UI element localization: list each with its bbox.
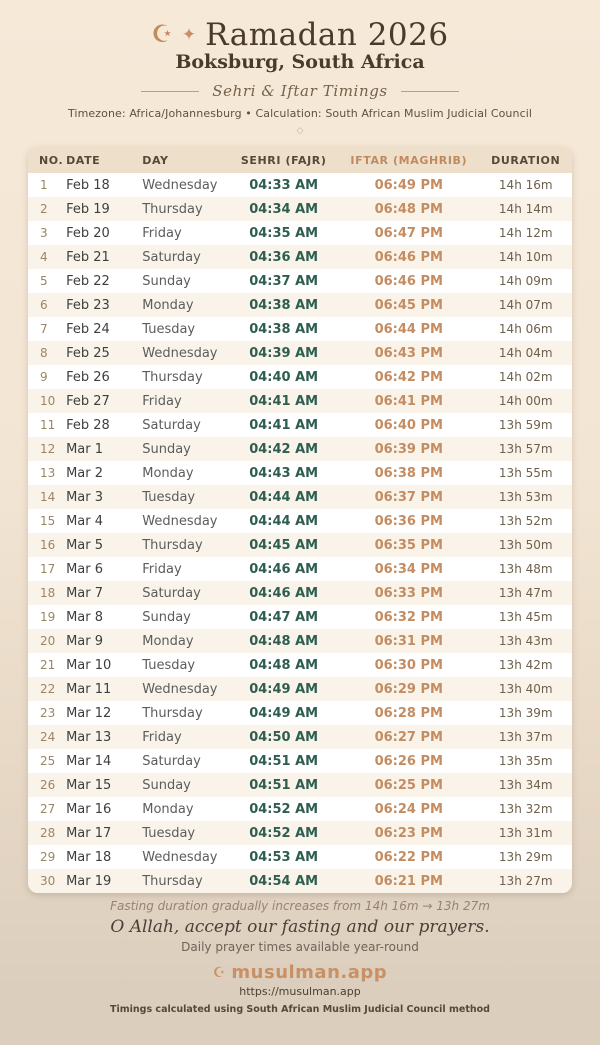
row-day: Monday — [142, 629, 229, 653]
row-number: 8 — [28, 341, 66, 365]
row-number: 24 — [28, 725, 66, 749]
row-day: Wednesday — [142, 677, 229, 701]
row-date: Mar 9 — [66, 629, 142, 653]
table-row — [28, 701, 572, 725]
timings-table — [28, 147, 572, 893]
row-iftar-time: 06:26 PM — [374, 753, 443, 769]
row-date: Feb 27 — [66, 389, 142, 413]
row-iftar-time: 06:24 PM — [374, 801, 443, 817]
row-duration: 13h 42m — [498, 658, 553, 672]
row-day: Tuesday — [142, 821, 229, 845]
row-duration: 13h 32m — [498, 802, 553, 816]
row-number: 17 — [40, 562, 56, 576]
row-sehri-time: 04:37 AM — [249, 273, 319, 289]
subtitle-row — [0, 82, 600, 100]
row-sehri-time: 04:48 AM — [229, 629, 338, 653]
row-iftar-time: 06:29 PM — [338, 677, 479, 701]
row-number: 2 — [28, 197, 66, 221]
row-date: Feb 20 — [66, 225, 110, 241]
row-iftar-time: 06:27 PM — [338, 725, 479, 749]
row-duration: 13h 50m — [480, 533, 573, 557]
row-day: Thursday — [142, 369, 203, 385]
row-duration: 13h 48m — [498, 562, 553, 576]
table-row — [28, 293, 572, 317]
row-sehri-time: 04:50 AM — [229, 725, 338, 749]
table-row — [28, 173, 572, 197]
row-sehri-time: 04:41 AM — [249, 417, 319, 433]
row-iftar-time: 06:47 PM — [374, 225, 443, 241]
left-rule-divider — [141, 91, 199, 92]
row-sehri-time: 04:53 AM — [249, 849, 319, 865]
row-date: Feb 26 — [66, 369, 110, 385]
title-row — [0, 18, 600, 52]
right-rule-divider — [401, 91, 459, 92]
row-day: Friday — [142, 389, 229, 413]
row-duration: 14h 16m — [498, 178, 553, 192]
column-header-duration: DURATION — [480, 147, 573, 173]
timings-card — [28, 147, 572, 893]
row-iftar-time: 06:22 PM — [374, 849, 443, 865]
row-duration: 13h 27m — [480, 869, 573, 893]
column-header-day: DAY — [142, 147, 229, 173]
row-day: Thursday — [142, 197, 229, 221]
row-date: Mar 5 — [66, 533, 142, 557]
duration-trend-note: Fasting duration gradually increases from 14h 16m → 13h 27m — [110, 899, 490, 913]
row-number: 10 — [28, 389, 66, 413]
table-row — [28, 557, 572, 581]
row-sehri-time: 04:36 AM — [229, 245, 338, 269]
row-sehri-time: 04:46 AM — [249, 561, 319, 577]
row-iftar-time: 06:46 PM — [374, 273, 443, 289]
row-day: Friday — [142, 561, 182, 577]
row-duration: 14h 12m — [498, 226, 553, 240]
row-day: Thursday — [142, 705, 203, 721]
row-sehri-time: 04:44 AM — [229, 485, 338, 509]
row-sehri-time: 04:33 AM — [249, 177, 319, 193]
subtitle-text: Sehri & Iftar Timings — [212, 82, 388, 100]
row-sehri-time: 04:49 AM — [229, 677, 338, 701]
table-row — [28, 845, 572, 869]
row-day: Saturday — [142, 753, 201, 769]
row-iftar-time: 06:40 PM — [374, 417, 443, 433]
row-day: Sunday — [142, 609, 191, 625]
row-duration: 14h 06m — [498, 322, 553, 336]
row-iftar-time: 06:38 PM — [374, 465, 443, 481]
row-sehri-time: 04:46 AM — [229, 581, 338, 605]
row-iftar-time: 06:31 PM — [338, 629, 479, 653]
row-number: 27 — [40, 802, 56, 816]
row-number: 14 — [28, 485, 66, 509]
row-date: Feb 21 — [66, 245, 142, 269]
row-sehri-time: 04:49 AM — [249, 705, 319, 721]
row-iftar-time: 06:28 PM — [374, 705, 443, 721]
row-date: Mar 19 — [66, 869, 142, 893]
row-sehri-time: 04:45 AM — [229, 533, 338, 557]
table-row — [28, 197, 572, 221]
table-row — [28, 341, 572, 365]
table-row — [28, 437, 572, 461]
row-iftar-time: 06:41 PM — [338, 389, 479, 413]
row-duration: 13h 52m — [498, 514, 553, 528]
row-day: Sunday — [142, 273, 191, 289]
row-date: Mar 6 — [66, 561, 104, 577]
row-date: Feb 22 — [66, 273, 110, 289]
row-day: Friday — [142, 225, 182, 241]
row-duration: 13h 55m — [498, 466, 553, 480]
row-iftar-time: 06:35 PM — [338, 533, 479, 557]
row-sehri-time: 04:51 AM — [229, 773, 338, 797]
row-iftar-time: 06:23 PM — [338, 821, 479, 845]
row-date: Mar 12 — [66, 705, 112, 721]
row-iftar-time: 06:44 PM — [374, 321, 443, 337]
row-number: 7 — [40, 322, 48, 336]
row-number: 5 — [40, 274, 48, 288]
row-date: Feb 23 — [66, 293, 142, 317]
table-row — [28, 485, 572, 509]
row-duration: 14h 02m — [498, 370, 553, 384]
row-date: Mar 17 — [66, 821, 142, 845]
row-duration: 14h 14m — [480, 197, 573, 221]
row-number: 18 — [28, 581, 66, 605]
row-number: 26 — [28, 773, 66, 797]
table-row — [28, 389, 572, 413]
table-row — [28, 725, 572, 749]
table-row — [28, 317, 572, 341]
row-duration: 13h 40m — [480, 677, 573, 701]
row-iftar-time: 06:39 PM — [338, 437, 479, 461]
table-row — [28, 677, 572, 701]
row-sehri-time: 04:35 AM — [249, 225, 319, 241]
row-iftar-time: 06:30 PM — [374, 657, 443, 673]
row-number: 29 — [40, 850, 56, 864]
row-iftar-time: 06:46 PM — [338, 245, 479, 269]
row-date: Mar 14 — [66, 753, 112, 769]
table-row — [28, 797, 572, 821]
row-iftar-time: 06:32 PM — [374, 609, 443, 625]
diamond-ornament-icon: ◇ — [296, 126, 304, 136]
row-number: 23 — [40, 706, 56, 720]
row-iftar-time: 06:45 PM — [338, 293, 479, 317]
table-row — [28, 509, 572, 533]
row-iftar-time: 06:33 PM — [338, 581, 479, 605]
column-header-date: DATE — [66, 147, 142, 173]
row-day: Sunday — [142, 437, 229, 461]
row-date: Mar 10 — [66, 657, 112, 673]
row-date: Feb 18 — [66, 177, 110, 193]
timezone-calculation-meta: Timezone: Africa/Johannesburg • Calculation: South African Muslim Judicial Council — [67, 107, 533, 120]
row-sehri-time: 04:52 AM — [249, 801, 319, 817]
table-row — [28, 629, 572, 653]
row-sehri-time: 04:41 AM — [229, 389, 338, 413]
row-number: 6 — [28, 293, 66, 317]
row-iftar-time: 06:49 PM — [374, 177, 443, 193]
row-number: 19 — [40, 610, 56, 624]
table-row — [28, 413, 572, 437]
row-date: Mar 2 — [66, 465, 104, 481]
table-row — [28, 221, 572, 245]
row-date: Feb 28 — [66, 417, 110, 433]
row-sehri-time: 04:39 AM — [229, 341, 338, 365]
row-number: 21 — [40, 658, 56, 672]
row-date: Mar 7 — [66, 581, 142, 605]
row-duration: 13h 57m — [480, 437, 573, 461]
brand-name: musulman.app — [231, 962, 388, 983]
table-row — [28, 605, 572, 629]
row-date: Feb 19 — [66, 197, 142, 221]
row-duration: 13h 59m — [498, 418, 553, 432]
row-sehri-time: 04:52 AM — [229, 821, 338, 845]
row-sehri-time: 04:42 AM — [229, 437, 338, 461]
row-day: Tuesday — [142, 657, 196, 673]
row-sehri-time: 04:54 AM — [229, 869, 338, 893]
timings-table-body — [28, 173, 572, 893]
row-duration: 13h 43m — [480, 629, 573, 653]
row-number: 16 — [28, 533, 66, 557]
row-date: Mar 16 — [66, 801, 112, 817]
row-duration: 13h 29m — [498, 850, 553, 864]
row-day: Wednesday — [142, 513, 218, 529]
row-sehri-time: 04:44 AM — [249, 513, 319, 529]
row-sehri-time: 04:51 AM — [249, 753, 319, 769]
row-iftar-time: 06:34 PM — [374, 561, 443, 577]
timings-table-header-row — [28, 147, 572, 173]
row-duration: 13h 47m — [480, 581, 573, 605]
row-iftar-time: 06:25 PM — [338, 773, 479, 797]
table-row — [28, 773, 572, 797]
row-day: Tuesday — [142, 321, 196, 337]
row-sehri-time: 04:38 AM — [229, 293, 338, 317]
row-number: 1 — [40, 178, 48, 192]
row-day: Tuesday — [142, 485, 229, 509]
row-day: Sunday — [142, 773, 229, 797]
row-duration: 14h 00m — [480, 389, 573, 413]
row-date: Mar 4 — [66, 513, 104, 529]
row-iftar-time: 06:21 PM — [338, 869, 479, 893]
row-sehri-time: 04:47 AM — [249, 609, 319, 625]
row-duration: 13h 37m — [480, 725, 573, 749]
row-number: 12 — [28, 437, 66, 461]
row-day: Saturday — [142, 245, 229, 269]
row-day: Wednesday — [142, 341, 229, 365]
row-duration: 13h 31m — [480, 821, 573, 845]
row-date: Mar 15 — [66, 773, 142, 797]
table-row — [28, 365, 572, 389]
table-row — [28, 749, 572, 773]
row-duration: 14h 10m — [480, 245, 573, 269]
row-sehri-time: 04:34 AM — [229, 197, 338, 221]
row-number: 3 — [40, 226, 48, 240]
row-sehri-time: 04:48 AM — [249, 657, 319, 673]
row-date: Mar 13 — [66, 725, 142, 749]
row-date: Feb 25 — [66, 341, 142, 365]
row-number: 4 — [28, 245, 66, 269]
location-title: Boksburg, South Africa — [175, 51, 425, 73]
row-iftar-time: 06:43 PM — [338, 341, 479, 365]
table-row — [28, 245, 572, 269]
row-number: 11 — [40, 418, 56, 432]
row-iftar-time: 06:36 PM — [374, 513, 443, 529]
table-row — [28, 581, 572, 605]
row-number: 13 — [40, 466, 56, 480]
dua-text: O Allah, accept our fasting and our prayers. — [110, 917, 490, 937]
crescent-moon-icon: ☪ — [151, 20, 173, 48]
brand-row — [0, 962, 600, 983]
row-number: 22 — [28, 677, 66, 701]
masthead — [0, 0, 600, 136]
column-header-no: NO. — [28, 147, 66, 173]
table-row — [28, 821, 572, 845]
row-sehri-time: 04:38 AM — [249, 321, 319, 337]
row-duration: 14h 07m — [480, 293, 573, 317]
row-sehri-time: 04:43 AM — [249, 465, 319, 481]
row-duration: 13h 53m — [480, 485, 573, 509]
row-iftar-time: 06:42 PM — [374, 369, 443, 385]
column-header-iftar: IFTAR (MAGHRIB) — [338, 147, 479, 173]
row-day: Friday — [142, 725, 229, 749]
row-duration: 13h 45m — [498, 610, 553, 624]
brand-url: https://musulman.app — [239, 985, 361, 998]
row-day: Saturday — [142, 581, 229, 605]
row-sehri-time: 04:40 AM — [249, 369, 319, 385]
table-row — [28, 533, 572, 557]
row-day: Monday — [142, 801, 194, 817]
row-date: Mar 3 — [66, 485, 142, 509]
row-duration: 13h 39m — [498, 706, 553, 720]
row-number: 9 — [40, 370, 48, 384]
row-number: 15 — [40, 514, 56, 528]
row-duration: 13h 35m — [498, 754, 553, 768]
table-row — [28, 461, 572, 485]
row-number: 30 — [28, 869, 66, 893]
row-iftar-time: 06:37 PM — [338, 485, 479, 509]
row-number: 20 — [28, 629, 66, 653]
row-duration: 13h 34m — [480, 773, 573, 797]
row-day: Thursday — [142, 869, 229, 893]
row-number: 25 — [40, 754, 56, 768]
crescent-brand-icon: ☪ — [212, 964, 226, 981]
table-row — [28, 653, 572, 677]
table-row — [28, 269, 572, 293]
row-date: Mar 1 — [66, 437, 142, 461]
row-day: Monday — [142, 293, 229, 317]
row-number: 28 — [28, 821, 66, 845]
sparkle-star-icon: ✦ — [181, 24, 197, 45]
row-date: Mar 8 — [66, 609, 104, 625]
row-duration: 14h 09m — [498, 274, 553, 288]
footer — [0, 899, 600, 1015]
row-date: Mar 18 — [66, 849, 112, 865]
row-date: Feb 24 — [66, 321, 110, 337]
column-header-sehri: SEHRI (FAJR) — [229, 147, 338, 173]
page-title: Ramadan 2026 — [205, 17, 449, 53]
row-iftar-time: 06:48 PM — [338, 197, 479, 221]
row-day: Wednesday — [142, 849, 218, 865]
row-day: Saturday — [142, 417, 201, 433]
table-row — [28, 869, 572, 893]
row-date: Mar 11 — [66, 677, 142, 701]
row-day: Thursday — [142, 533, 229, 557]
row-duration: 14h 04m — [480, 341, 573, 365]
row-day: Monday — [142, 465, 194, 481]
availability-note: Daily prayer times available year-round — [181, 940, 419, 954]
calculation-method-note: Timings calculated using South African Muslim Judicial Council method — [110, 1004, 490, 1015]
row-day: Wednesday — [142, 177, 218, 193]
